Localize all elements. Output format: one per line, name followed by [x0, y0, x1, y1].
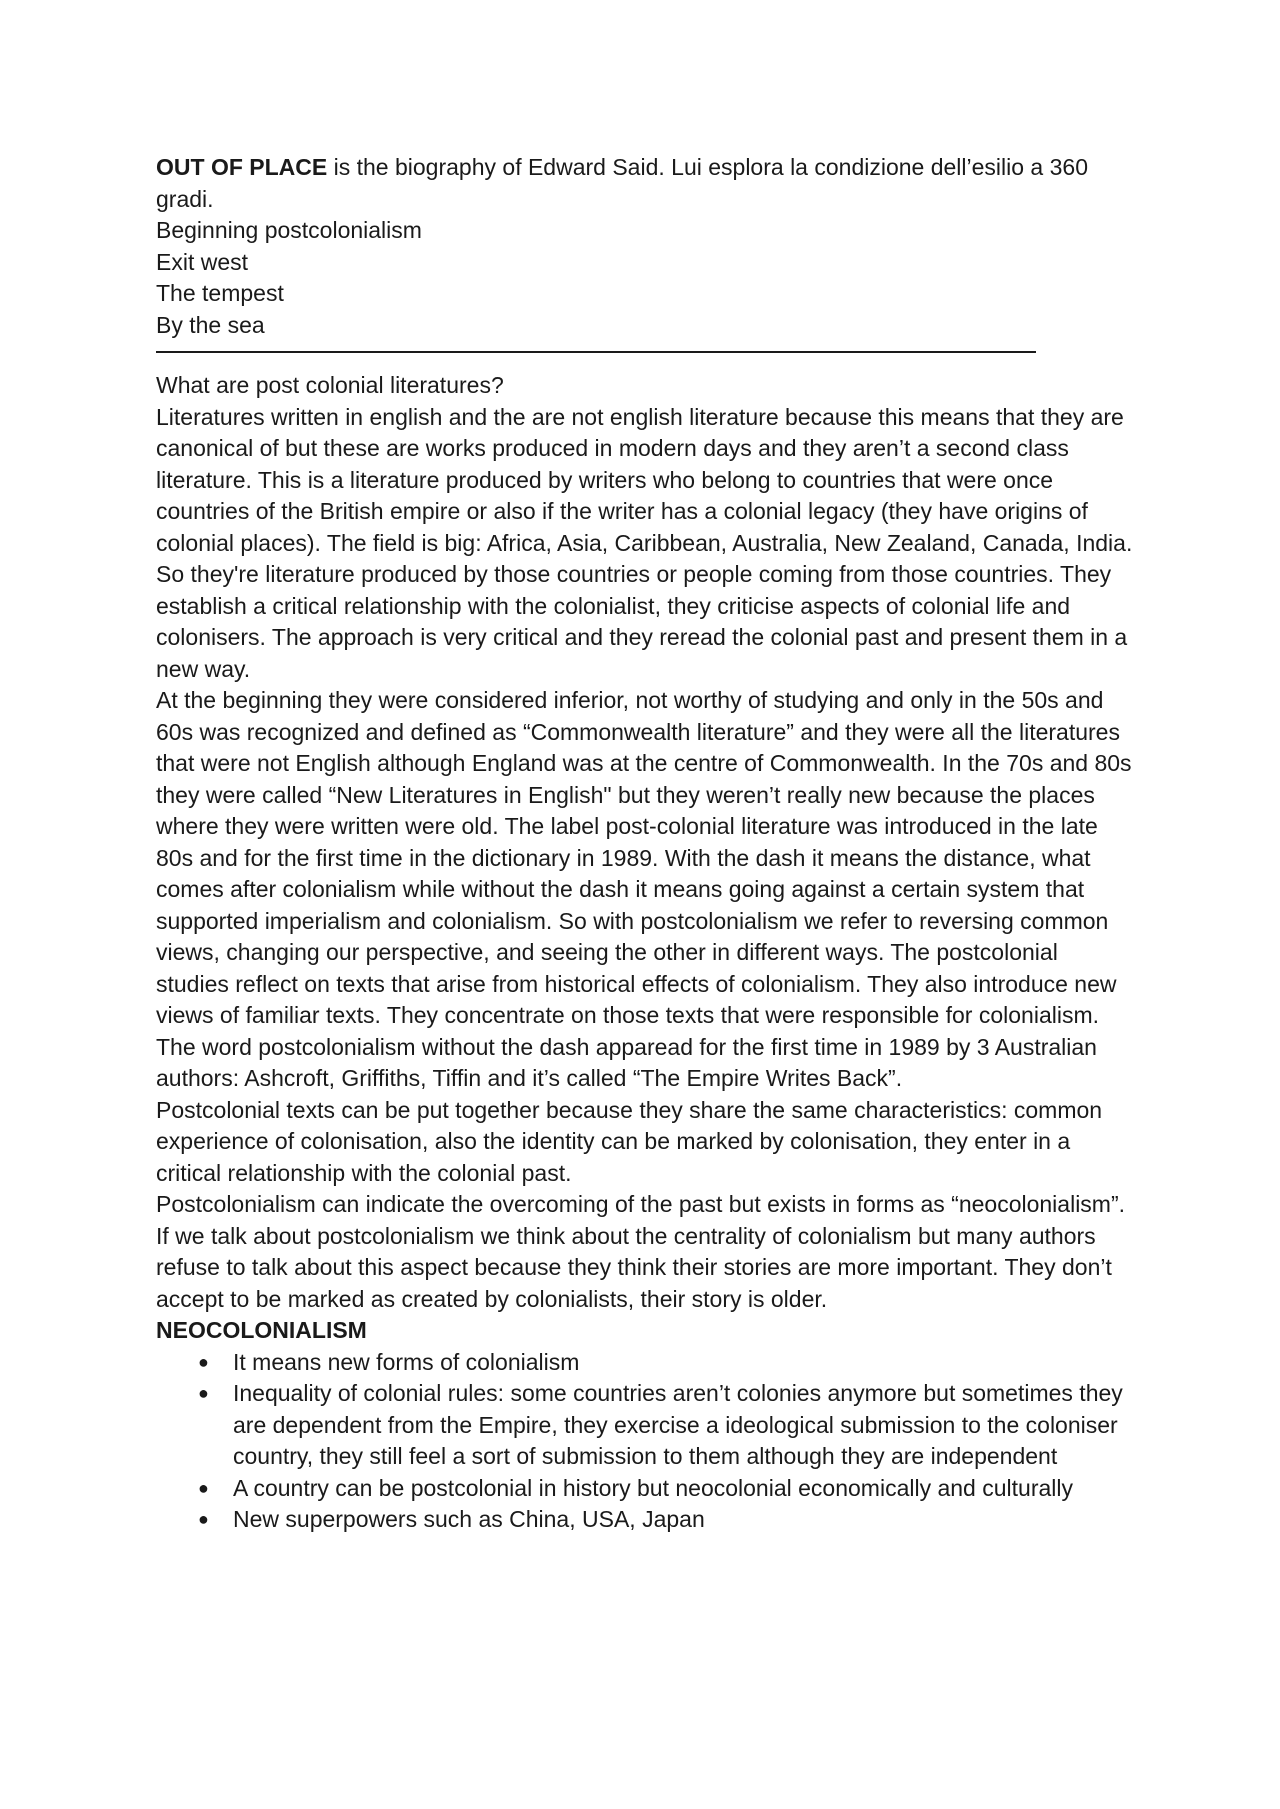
body-paragraph: Postcolonial texts can be put together because they share the same characteristics: common experience of colonisation, also the identity can be marked by colonisation, they enter in a critical relationship with the colonial past.	[156, 1096, 1103, 1186]
list-item	[156, 1378, 1136, 1473]
list-item-text: It means new forms of colonialism	[233, 1348, 580, 1375]
bullet-icon: ●	[198, 1477, 209, 1498]
book-item: Beginning postcolonialism	[156, 217, 422, 243]
bullet-icon: ●	[198, 1509, 209, 1529]
book-item: Exit west	[156, 248, 249, 275]
document-page	[156, 152, 1136, 1536]
book-item: By the sea	[156, 311, 265, 338]
bullet-icon: ●	[198, 1383, 209, 1403]
list-item-text: New superpowers such as China, USA, Japan	[233, 1506, 705, 1532]
biography-title: OUT OF PLACE	[156, 154, 328, 180]
list-item-text: Inequality of colonial rules: some countries aren’t colonies anymore but sometimes they are dependent from the Empire, they exercise a ideological submission to the coloniser country, they still feel a sort of submission to them although they are independent	[233, 1380, 1123, 1469]
body-paragraph: Literatures written in english and the are not english literature because this means that they are canonical of but these are works produced in modern days and they aren’t a second class literature. This is a literature produced by writers who belong to countries that were once countries of the British empire or also if the writer has a colonial legacy (they have origins of colonial places). The field is big: Africa, Asia, Caribbean, Australia, New Zealand, Canada, India. So they're literature produced by those countries or people coming from those countries. They establish a critical relationship with the colonialist, they criticise aspects of colonial life and colonisers. The approach is very critical and they reread the colonial past and present them in a new way.	[156, 403, 1133, 682]
body-paragraph: At the beginning they were considered inferior, not worthy of studying and only in the 50s and 60s was recognized and defined as “Commonwealth literature” and they were all the literatures that were not English although England was at the centre of Commonwealth. In the 70s and 80s they were called “New Literatures in English" but they weren’t really new because the places where they were written were old. The label post-colonial literature was introduced in the late 80s and for the first time in the dictionary in 1989. With the dash it means the distance, what comes after colonialism while without the dash it means going against a certain system that supported imperialism and colonialism. So with postcolonialism we refer to reversing common views, changing our perspective, and seeing the other in different ways. The postcolonial studies reflect on texts that arise from historical effects of colonialism. They also introduce new views of familiar texts. They concentrate on those texts that were responsible for colonialism.	[156, 687, 1132, 1028]
list-item	[156, 1347, 1136, 1379]
book-item: The tempest	[156, 280, 284, 306]
body-paragraph: Postcolonialism can indicate the overcoming of the past but exists in forms as “neocolonialism”. If we talk about postcolonialism we think about the centrality of colonialism but many authors refuse to talk about this aspect because they think their stories are more important. They don’t accept to be marked as created by colonialists, their story is older.	[156, 1191, 1126, 1312]
neocolonialism-heading: NEOCOLONIALISM	[156, 1317, 367, 1343]
bullet-icon: ●	[198, 1351, 209, 1372]
list-item-text: A country can be postcolonial in history but neocolonial economically and culturally	[233, 1474, 1073, 1501]
list-item	[156, 1504, 1136, 1536]
list-item	[156, 1473, 1136, 1505]
horizontal-divider	[156, 351, 1036, 353]
biography-description: is the biography of Edward Said. Lui esplora la condizione dell’esilio a 360 gradi.	[156, 154, 1088, 212]
section-question: What are post colonial literatures?	[156, 372, 504, 398]
neocolonialism-list	[156, 1347, 1136, 1536]
body-paragraph: The word postcolonialism without the dash apparead for the first time in 1989 by 3 Australian authors: Ashcroft, Griffiths, Tiffin and it’s called “The Empire Writes Back”.	[156, 1033, 1097, 1091]
intro-paragraph	[156, 152, 1136, 215]
